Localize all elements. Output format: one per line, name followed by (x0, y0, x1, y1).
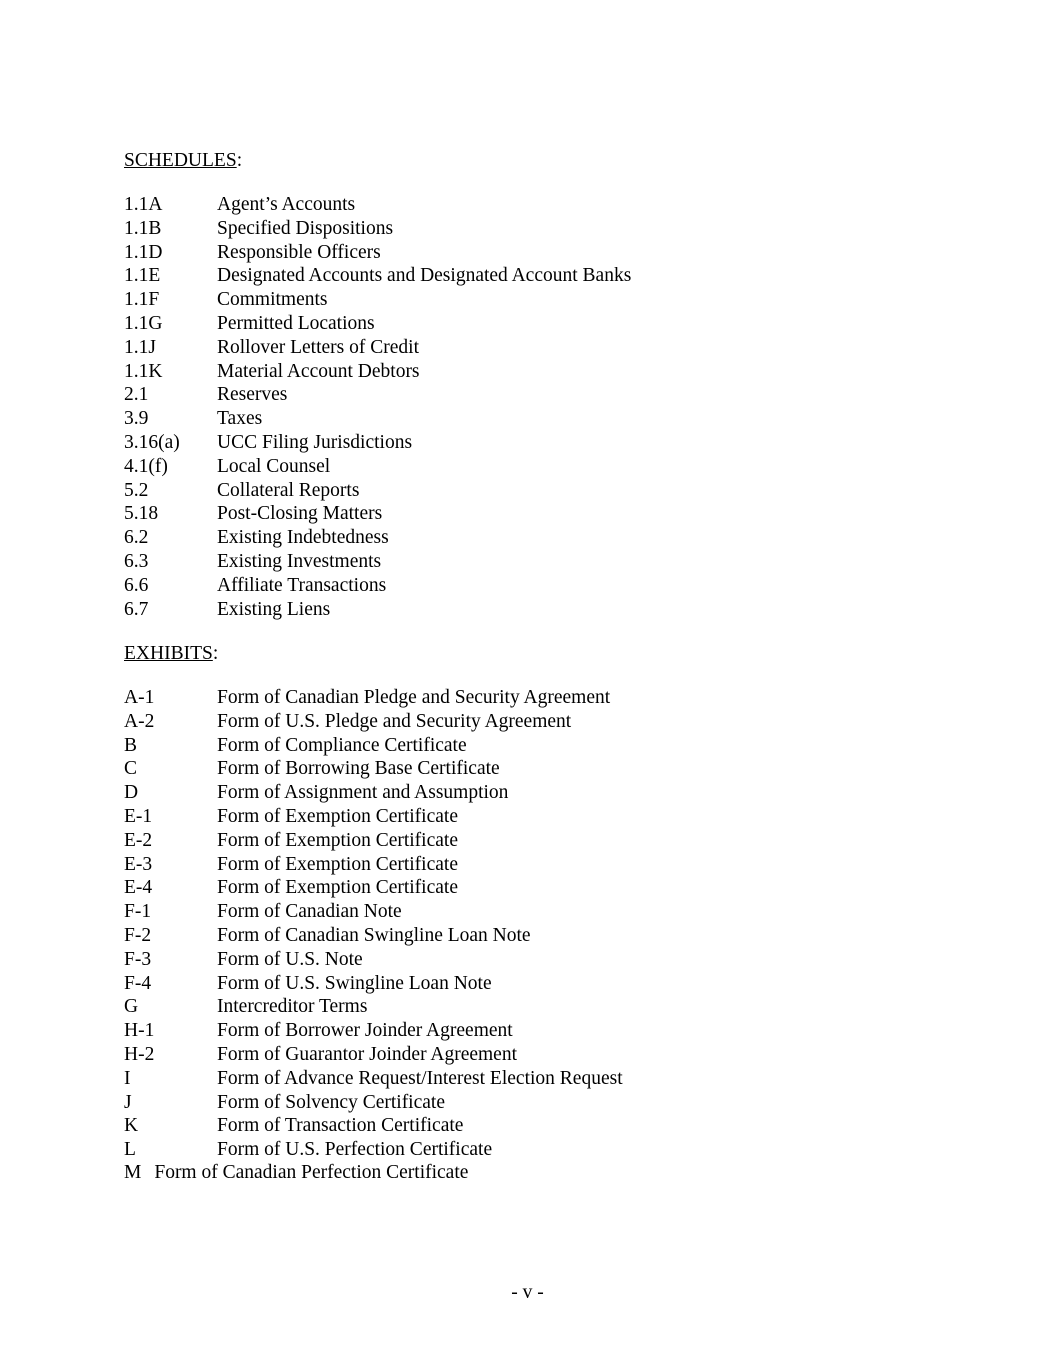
exhibit-row (124, 805, 623, 829)
exhibit-code: A-2 (124, 710, 155, 732)
exhibit-row (124, 829, 623, 853)
schedule-row (124, 598, 631, 622)
schedule-row (124, 312, 631, 336)
exhibit-row (124, 1138, 623, 1162)
exhibit-code: D (124, 782, 139, 804)
exhibit-code: A-1 (124, 687, 155, 708)
schedule-row (124, 526, 631, 550)
exhibit-title: Form of U.S. Perfection Certificate (217, 1139, 493, 1161)
schedule-title: Agent’s Accounts (217, 194, 356, 215)
schedule-row (124, 264, 631, 288)
exhibit-code: F-1 (124, 901, 152, 923)
schedule-title: Specified Dispositions (217, 217, 394, 239)
schedule-code: 6.2 (124, 527, 149, 549)
schedules-list (124, 193, 631, 621)
exhibit-code: F-2 (124, 924, 152, 946)
exhibit-row-last (124, 1161, 468, 1185)
schedule-row (124, 193, 631, 217)
exhibit-row (124, 734, 623, 758)
schedule-title: Local Counsel (217, 455, 331, 477)
exhibit-row (124, 924, 623, 948)
exhibit-title: Form of Borrower Joinder Agreement (217, 1020, 513, 1042)
exhibit-title: Form of Advance Request/Interest Election Request (217, 1067, 623, 1089)
schedule-code: 3.16(a) (124, 431, 180, 453)
schedule-title: Taxes (217, 408, 263, 430)
exhibit-code: F-3 (124, 948, 152, 970)
schedule-row (124, 455, 631, 479)
exhibit-row (124, 1091, 623, 1115)
exhibit-code: G (124, 996, 139, 1018)
exhibit-title: Form of Canadian Swingline Loan Note (217, 924, 531, 946)
exhibit-row (124, 781, 623, 805)
schedule-row (124, 360, 631, 384)
exhibit-code: E-3 (124, 853, 153, 875)
page-number: - v - (511, 1282, 544, 1303)
schedule-code: 5.18 (124, 503, 159, 525)
schedule-code: 6.7 (124, 598, 149, 620)
exhibits-heading (124, 642, 218, 666)
schedule-code: 1.1K (124, 360, 163, 382)
exhibit-code: M (124, 1162, 142, 1183)
schedule-code: 6.6 (124, 574, 149, 596)
exhibit-code: B (124, 734, 138, 756)
exhibit-title: Form of U.S. Swingline Loan Note (217, 972, 492, 994)
exhibit-title: Form of Exemption Certificate (217, 877, 458, 899)
exhibit-title: Form of Exemption Certificate (217, 853, 458, 875)
exhibit-title: Form of Borrowing Base Certificate (217, 758, 500, 780)
schedule-code: 4.1(f) (124, 455, 168, 477)
exhibit-code: E-2 (124, 829, 153, 851)
schedule-title: Rollover Letters of Credit (217, 336, 419, 358)
schedule-code: 6.3 (124, 550, 149, 572)
schedule-code: 1.1G (124, 312, 163, 334)
exhibit-title: Form of U.S. Pledge and Security Agreement (217, 710, 572, 732)
exhibit-code: H-1 (124, 1020, 155, 1042)
schedule-title: Commitments (217, 289, 328, 311)
schedule-title: Existing Indebtedness (217, 527, 389, 549)
exhibit-title: Form of Exemption Certificate (217, 829, 458, 851)
exhibit-title: Form of Transaction Certificate (217, 1115, 464, 1137)
exhibit-row (124, 1067, 623, 1091)
schedule-title: Designated Accounts and Designated Account Banks (217, 265, 632, 287)
schedule-code: 1.1D (124, 241, 163, 263)
exhibit-title: Form of Exemption Certificate (217, 805, 458, 827)
exhibit-code: I (124, 1067, 131, 1089)
schedule-row (124, 431, 631, 455)
exhibit-title: Form of Solvency Certificate (217, 1091, 445, 1113)
exhibit-code: E-1 (124, 805, 153, 827)
schedule-row (124, 574, 631, 598)
exhibit-code: F-4 (124, 972, 152, 994)
exhibit-code: C (124, 758, 138, 780)
exhibit-row (124, 853, 623, 877)
exhibit-row (124, 900, 623, 924)
schedule-title: Material Account Debtors (217, 360, 420, 382)
schedule-title: Post-Closing Matters (217, 503, 383, 525)
exhibits-list (124, 686, 623, 1162)
schedule-title: Affiliate Transactions (217, 574, 387, 596)
exhibits-heading-colon: : (212, 643, 219, 664)
schedule-title: Permitted Locations (217, 312, 375, 334)
exhibit-row (124, 1043, 623, 1067)
exhibit-title: Intercreditor Terms (217, 996, 368, 1018)
schedule-code: 1.1E (124, 265, 161, 287)
exhibit-row (124, 948, 623, 972)
schedule-row (124, 336, 631, 360)
exhibit-title: Form of Assignment and Assumption (217, 782, 509, 804)
exhibit-title: Form of Canadian Note (217, 901, 402, 923)
schedule-title: Existing Investments (217, 550, 382, 572)
exhibit-row (124, 710, 623, 734)
schedule-row (124, 407, 631, 431)
exhibit-title: Form of Guarantor Joinder Agreement (217, 1043, 518, 1065)
exhibit-title: Form of Compliance Certificate (217, 734, 467, 756)
exhibit-row (124, 757, 623, 781)
schedule-row (124, 550, 631, 574)
schedule-row (124, 241, 631, 265)
schedule-title: Reserves (217, 384, 288, 406)
exhibits-heading-label: EXHIBITS (124, 643, 213, 664)
exhibit-code: E-4 (124, 877, 153, 899)
exhibit-row (124, 995, 623, 1019)
exhibit-code: L (124, 1139, 136, 1161)
exhibit-row (124, 972, 623, 996)
schedules-heading-label: SCHEDULES (124, 150, 237, 171)
schedule-code: 3.9 (124, 408, 149, 430)
schedule-row (124, 383, 631, 407)
exhibit-row (124, 876, 623, 900)
exhibit-row (124, 1019, 623, 1043)
schedule-title: Responsible Officers (217, 241, 381, 263)
schedule-code: 1.1F (124, 289, 160, 311)
schedule-title: Collateral Reports (217, 479, 360, 501)
schedules-heading-colon: : (236, 150, 243, 171)
exhibit-row (124, 1114, 623, 1138)
schedule-row (124, 288, 631, 312)
schedule-title: Existing Liens (217, 598, 331, 620)
exhibit-row (124, 686, 623, 710)
schedule-code: 5.2 (124, 479, 149, 501)
exhibit-title: Form of U.S. Note (217, 948, 363, 970)
schedule-row (124, 217, 631, 241)
exhibit-title: Form of Canadian Pledge and Security Agreement (217, 687, 611, 708)
schedule-code: 1.1A (124, 194, 163, 215)
schedules-heading (124, 149, 242, 173)
schedule-row (124, 479, 631, 503)
exhibit-title: Form of Canadian Perfection Certificate (154, 1162, 469, 1183)
exhibit-code: K (124, 1115, 139, 1137)
exhibit-code: H-2 (124, 1043, 155, 1065)
schedule-code: 1.1J (124, 336, 156, 358)
schedule-row (124, 502, 631, 526)
schedule-code: 2.1 (124, 384, 149, 406)
schedule-code: 1.1B (124, 217, 162, 239)
exhibit-code: J (124, 1091, 132, 1113)
schedule-title: UCC Filing Jurisdictions (217, 431, 413, 453)
